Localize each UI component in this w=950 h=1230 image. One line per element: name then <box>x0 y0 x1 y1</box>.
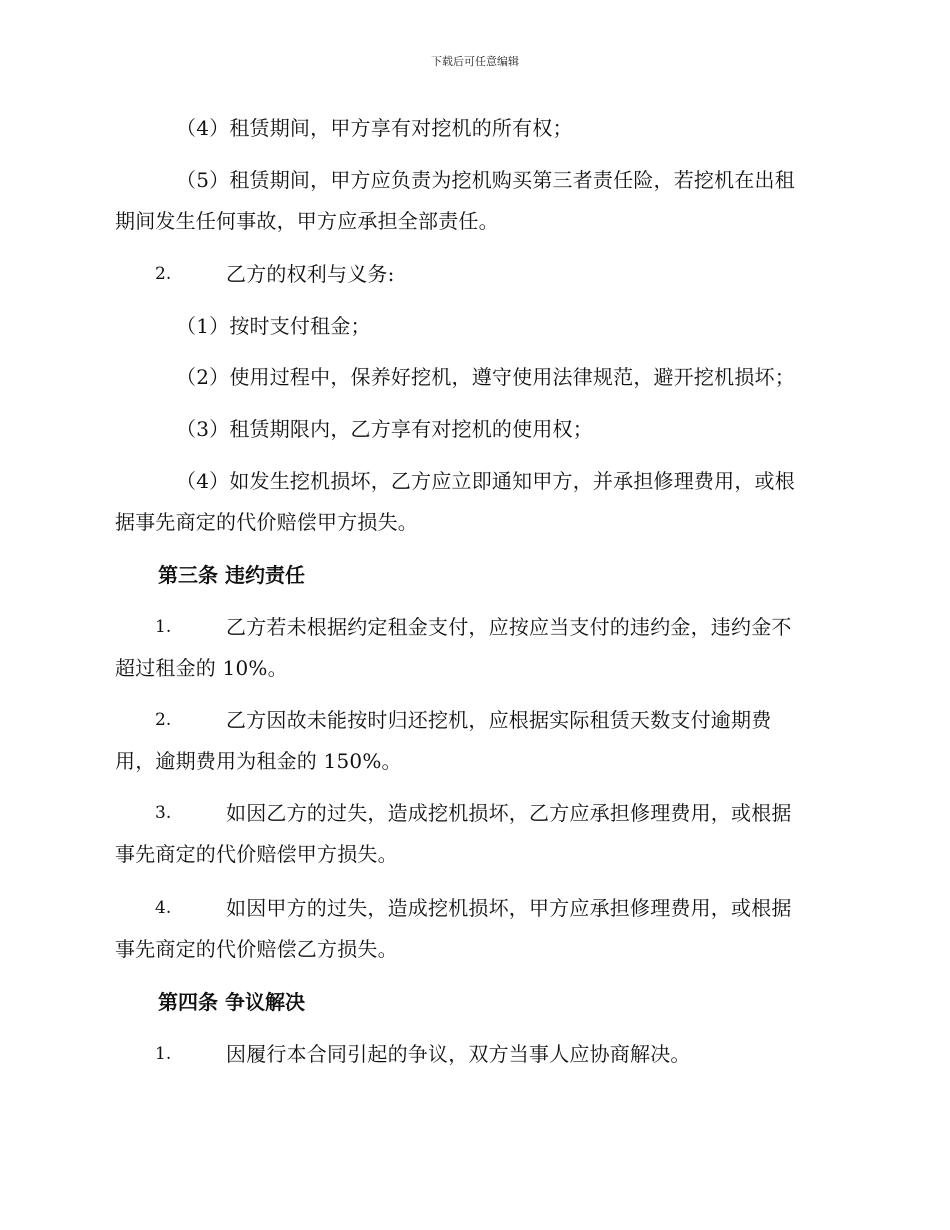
paragraph-line: 期间发生任何事故，甲方应承担全部责任。 <box>115 209 499 233</box>
list-text: 如因乙方的过失，造成挖机损坏，乙方应承担修理费用，或根据 <box>226 801 792 825</box>
list-number: 3. <box>155 803 172 823</box>
paragraph-line: 用，逾期费用为租金的 150%。 <box>115 749 402 773</box>
list-text: 如因甲方的过失，造成挖机损坏，甲方应承担修理费用，或根据 <box>226 896 792 920</box>
paragraph-line: （4）如发生挖机损坏，乙方应立即通知甲方，并承担修理费用，或根 <box>176 469 795 493</box>
paragraph-line: （2）使用过程中，保养好挖机，遵守使用法律规范，避开挖机损坏； <box>176 365 795 389</box>
paragraph-line: （1）按时支付租金； <box>176 314 371 338</box>
list-number: 1. <box>155 617 172 637</box>
list-text: 乙方若未根据约定租金支付，应按应当支付的违约金，违约金不 <box>226 615 792 639</box>
paragraph-line: 据事先商定的代价赔偿甲方损失。 <box>115 510 418 534</box>
list-number: 4. <box>155 898 172 918</box>
section-heading: 第四条 争议解决 <box>158 990 305 1014</box>
paragraph-line: 事先商定的代价赔偿甲方损失。 <box>115 842 398 866</box>
paragraph-line: （4）租赁期间，甲方享有对挖机的所有权； <box>176 116 573 140</box>
paragraph-line: 超过租金的 10%。 <box>115 656 288 680</box>
section-heading: 第三条 违约责任 <box>158 563 305 587</box>
list-text: 因履行本合同引起的争议，双方当事人应协商解决。 <box>226 1042 691 1066</box>
list-number: 1. <box>155 1044 172 1064</box>
list-number: 2. <box>155 264 172 284</box>
paragraph-line: （3）租赁期限内，乙方享有对挖机的使用权； <box>176 417 593 441</box>
list-text: 乙方因故未能按时归还挖机，应根据实际租赁天数支付逾期费 <box>226 708 772 732</box>
page-header: 下载后可任意编辑 <box>431 55 519 68</box>
list-text: 乙方的权利与义务: <box>226 262 395 286</box>
list-number: 2. <box>155 710 172 730</box>
paragraph-line: 事先商定的代价赔偿乙方损失。 <box>115 937 398 961</box>
paragraph-line: （5）租赁期间，甲方应负责为挖机购买第三者责任险，若挖机在出租 <box>176 168 795 192</box>
